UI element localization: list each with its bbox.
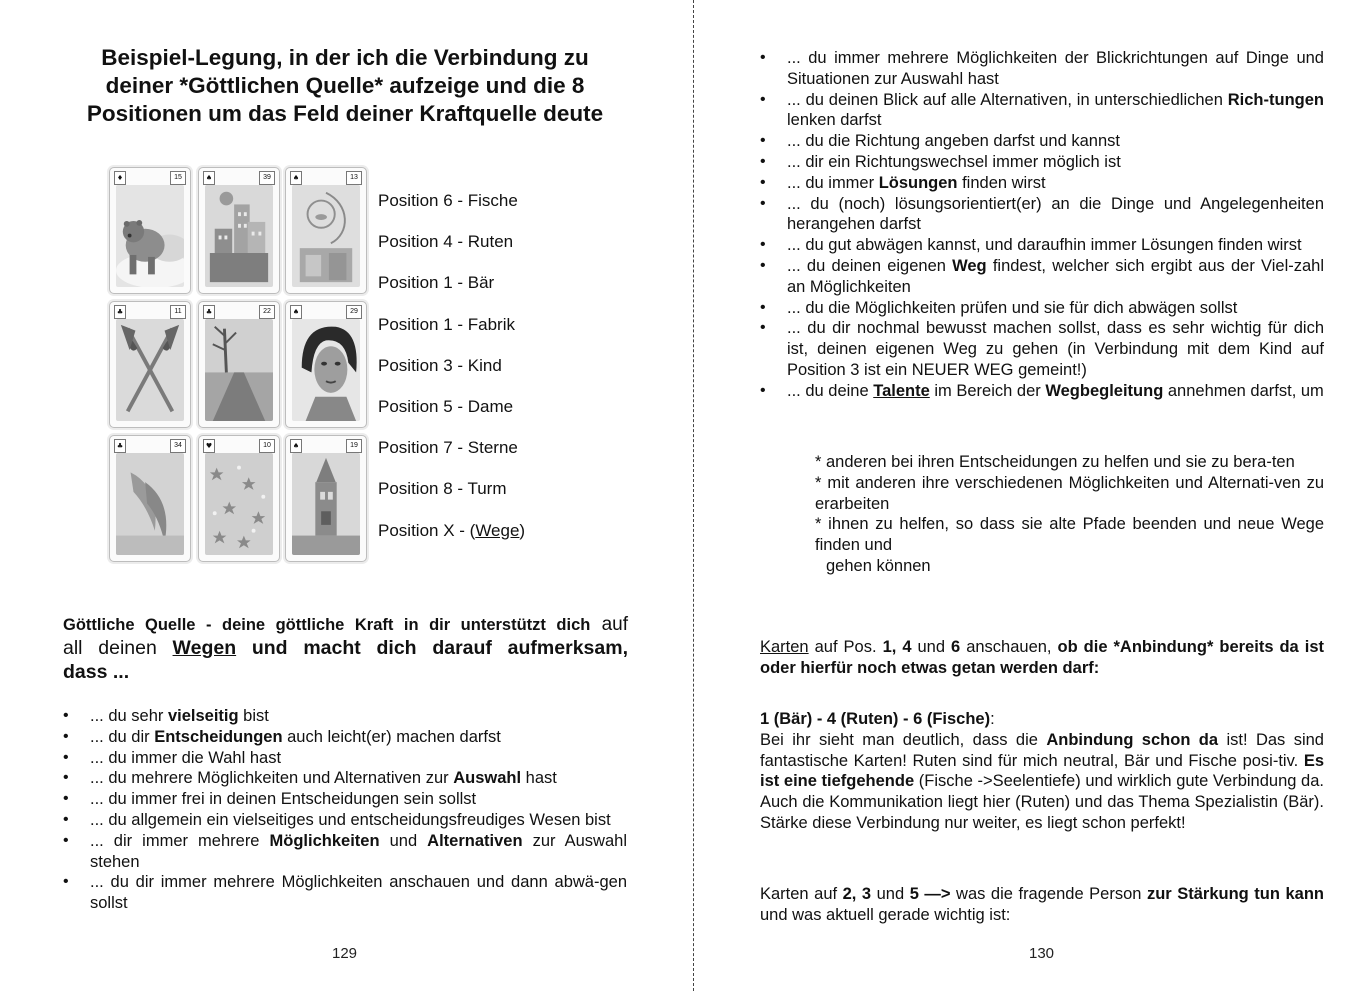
text-run: und	[911, 638, 952, 656]
paragraph-interpretation	[760, 709, 1324, 834]
list-item	[760, 256, 1324, 298]
text-run: (Fische ->Seelentiefe) und wirklich gute Verbindung da. Auch die Kommunikation liegt hier (Ruten) und das Thema Spezialistin (Bär). Stärke diese Verbindung nur weiter, es liegt schon perfekt!	[760, 772, 1324, 832]
position-item: Position 7 - Sterne	[378, 438, 518, 458]
card-number: 10	[259, 439, 275, 453]
position-item: Position 4 - Ruten	[378, 232, 514, 252]
left-bullet-list	[63, 706, 627, 914]
page-number: 129	[332, 945, 358, 962]
emphasis-run: Weg	[952, 256, 987, 275]
text-run: ... du immer frei in deinen Entscheidungen sein sollst	[90, 790, 477, 809]
text-run: was die fragende Person	[950, 885, 1147, 903]
emphasis-run: Rich-tungen	[1227, 90, 1324, 109]
paragraph-karten-1	[760, 637, 1324, 679]
title-line: Positionen um das Feld deiner Kraftquelle deute	[86, 101, 604, 126]
emphasis-run: ob die *Anbindung* bereits da ist oder hierfür noch etwas getan werden darf:	[760, 638, 1324, 677]
card-number: 29	[346, 305, 362, 319]
position-item: Position 6 - Fische	[378, 191, 518, 210]
text-run: lenken darfst	[787, 111, 882, 130]
text-run: ... du sehr	[90, 707, 168, 725]
list-item	[63, 748, 627, 769]
fish-illustration	[292, 185, 360, 287]
text-run: ... du deine	[787, 381, 874, 400]
emphasis-run: zur Stärkung tun kann	[1146, 885, 1324, 903]
stars-illustration	[205, 453, 273, 555]
position-item: Position 5 - Dame	[378, 396, 514, 416]
card-city	[198, 167, 280, 294]
card-number: 13	[346, 171, 362, 185]
card-suit: ♠	[203, 171, 215, 185]
dolphin-illustration	[116, 453, 184, 555]
emphasis-run: Es ist eine tiefgehende	[760, 751, 1324, 791]
right-page	[695, 0, 1370, 991]
text-run: und	[379, 831, 428, 850]
position-x-prefix: Position X - (	[378, 520, 476, 540]
sub-item: * ihnen zu helfen, so dass sie alte Pfade beenden und neue Wege finden und	[815, 515, 1324, 555]
whips-illustration	[116, 319, 184, 421]
emphasis-run: 1 (Bär) - 4 (Ruten) - 6 (Fische)	[760, 710, 991, 728]
text-run: Bei ihr sieht man deutlich, dass die	[760, 730, 1047, 749]
emphasis-run: 2, 3	[842, 885, 872, 903]
text-run: ... du deinen Blick auf alle Alternativen, in unterschiedlichen	[787, 90, 1228, 109]
card-number: 34	[170, 439, 186, 453]
emphasis-run: 1, 4	[882, 638, 912, 656]
intro-line2-post: und macht dich darauf aufmerksam,	[236, 637, 628, 659]
text-run: zur Auswahl stehen	[90, 831, 627, 871]
text-run: ... du gut abwägen kannst, und daraufhin immer Lösungen finden wirst	[787, 236, 1302, 255]
intro-normal: auf	[590, 614, 628, 635]
text-run: bist	[238, 707, 269, 725]
card-spread	[109, 167, 369, 563]
crossroads-illustration	[205, 319, 273, 421]
right-bullet-list	[760, 48, 1324, 402]
card-tower	[285, 435, 367, 562]
text-run: ... du die Möglichkeiten prüfen und sie für dich abwägen sollst	[787, 298, 1238, 317]
text-run: auch leicht(er) machen darfst	[282, 727, 501, 746]
position-item-x	[378, 519, 525, 560]
emphasis-run: Wegbegleitung	[1045, 381, 1164, 400]
emphasis-run: Anbindung schon da	[1046, 730, 1219, 749]
text-run: ... dir immer mehrere	[90, 831, 270, 850]
card-whips	[109, 301, 191, 428]
sub-tail: gehen können	[826, 556, 931, 575]
list-item	[760, 298, 1324, 319]
text-run: finden wirst	[957, 173, 1046, 192]
position-item: Position 3 - Kind	[378, 355, 502, 375]
text-run: auf Pos.	[808, 638, 883, 656]
text-run: ist! Das sind fantastische Karten! Ruten sind für mich neutral, Bär und Fische posi-tiv.	[760, 730, 1324, 770]
card-number: 22	[259, 305, 275, 319]
page-title	[40, 44, 650, 128]
card-number: 11	[170, 305, 186, 319]
interpretation-text	[760, 730, 1324, 834]
list-item	[760, 152, 1324, 173]
list-item	[760, 235, 1324, 256]
sub-item: * anderen bei ihren Entscheidungen zu helfen und sie zu bera-ten	[815, 453, 1295, 471]
text-run: hast	[521, 769, 557, 788]
position-list	[378, 189, 525, 560]
list-item	[63, 768, 627, 789]
list-item	[760, 90, 1324, 132]
text-run: und	[871, 885, 910, 903]
list-item	[63, 789, 627, 810]
list-item	[63, 872, 627, 914]
text-run: annehmen darfst, um	[1163, 381, 1324, 400]
emphasis-run: Auswahl	[453, 769, 522, 788]
card-suit: ♣	[114, 305, 126, 319]
text-run: ... du allgemein ein vielseitiges und entscheidungsfreudiges Wesen bist	[90, 810, 611, 829]
card-suit: ♦	[114, 171, 126, 185]
list-item-talente	[760, 381, 1324, 402]
emphasis-run: vielseitig	[167, 707, 239, 725]
intro-line2-pre: all deinen	[63, 637, 173, 659]
paragraph-karten-2	[760, 884, 1324, 926]
text-run: Karten auf	[760, 885, 843, 903]
list-item	[760, 318, 1324, 380]
emphasis-run: Entscheidungen	[154, 727, 283, 746]
card-fish-bowl	[285, 167, 367, 294]
text-run: ... du dir immer mehrere Möglichkeiten anschauen und dann abwä-gen sollst	[90, 873, 627, 913]
title-line: deiner *Göttlichen Quelle* aufzeige und die 8	[105, 73, 585, 98]
lady-illustration	[292, 319, 360, 421]
list-item	[63, 810, 627, 831]
card-lady	[285, 301, 367, 428]
position-x-suffix: )	[519, 520, 526, 540]
text-run: ... du deinen eigenen	[787, 256, 953, 275]
text-run: ... du immer mehrere Möglichkeiten der Blickrichtungen auf Dinge und Situationen zur Auswahl hast	[787, 49, 1324, 88]
interpretation-heading	[760, 709, 1324, 730]
text-run: und was aktuell gerade wichtig ist:	[760, 905, 1011, 924]
card-number: 39	[259, 171, 275, 185]
page-number: 130	[1029, 945, 1055, 962]
emphasis-run: Alternativen	[427, 831, 523, 850]
list-item	[760, 173, 1324, 194]
card-bear	[109, 167, 191, 294]
position-item: Position 1 - Fabrik	[378, 314, 515, 334]
card-suit: ♠	[290, 439, 302, 453]
list-item	[63, 727, 627, 748]
text-run: ... du immer die Wahl hast	[90, 748, 282, 767]
text-run: ... du dir nochmal bewusst machen sollst, dass es sehr wichtig für dich ist, deinen eigenen Weg zu gehen (in Verbindung mit dem Kind auf Position 3 ist ein NEUER WEG gemeint!)	[787, 319, 1324, 379]
text-run: im Bereich der	[929, 381, 1046, 400]
text-run: ... dir ein Richtungswechsel immer möglich ist	[787, 152, 1121, 171]
sub-list	[815, 452, 1324, 577]
card-fish	[109, 435, 191, 562]
title-line: Beispiel-Legung, in der ich die Verbindung zu	[101, 45, 589, 70]
emphasis-run: 5 —>	[909, 885, 951, 903]
intro-line-2	[63, 636, 628, 660]
intro-bold: Göttliche Quelle - deine göttliche Kraft in dir unterstützt dich	[63, 616, 591, 634]
intro-line2-underlined: Wegen	[172, 637, 237, 659]
list-item	[63, 831, 627, 873]
intro-line-3: dass ...	[63, 661, 130, 683]
position-item: Position 8 - Turm	[378, 479, 507, 499]
position-item: Position 1 - Bär	[378, 273, 495, 293]
emphasis-run: Talente	[873, 381, 930, 400]
emphasis-run: Möglichkeiten	[269, 831, 380, 850]
emphasis-run	[873, 382, 930, 400]
tower-illustration	[292, 453, 360, 555]
card-suit: ♠	[290, 171, 302, 185]
card-suit: ♠	[290, 305, 302, 319]
emphasis-run: Karten	[760, 638, 809, 656]
card-number: 15	[170, 171, 186, 185]
list-item	[760, 131, 1324, 152]
emphasis-run: Lösungen	[878, 173, 958, 192]
emphasis-run: 6	[951, 638, 961, 656]
factory-illustration	[205, 185, 273, 287]
text-run: ... du immer	[787, 173, 879, 192]
card-number: 19	[346, 439, 362, 453]
text-run: ... du die Richtung angeben darfst und kannst	[787, 132, 1120, 151]
text-run: anschauen,	[960, 638, 1058, 656]
card-path	[198, 301, 280, 428]
intro-paragraph	[63, 614, 628, 684]
list-item	[760, 194, 1324, 236]
list-item	[63, 706, 627, 727]
position-x-word: Wege	[475, 520, 520, 540]
card-suit: ♣	[114, 439, 126, 453]
text-run: ... du dir	[90, 727, 155, 746]
text-run: ... du (noch) lösungsorientiert(er) an die Dinge und Angelegenheiten herangehen darfst	[787, 194, 1324, 234]
sub-item: * mit anderen ihre verschiedenen Möglichkeiten und Alternati-ven zu erarbeiten	[815, 473, 1324, 513]
intro-line-1	[63, 614, 628, 636]
text-run: findest, welcher sich ergibt aus der Viel-zahl an Möglichkeiten	[787, 256, 1324, 296]
card-suit: ♣	[203, 305, 215, 319]
text-run: ... du mehrere Möglichkeiten und Alternativen zur	[90, 769, 454, 788]
card-stars	[198, 435, 280, 562]
card-suit: ♥	[203, 439, 215, 453]
list-item	[760, 48, 1324, 90]
page-divider	[693, 0, 694, 991]
text-run: :	[990, 710, 995, 728]
bear-illustration	[116, 185, 184, 287]
